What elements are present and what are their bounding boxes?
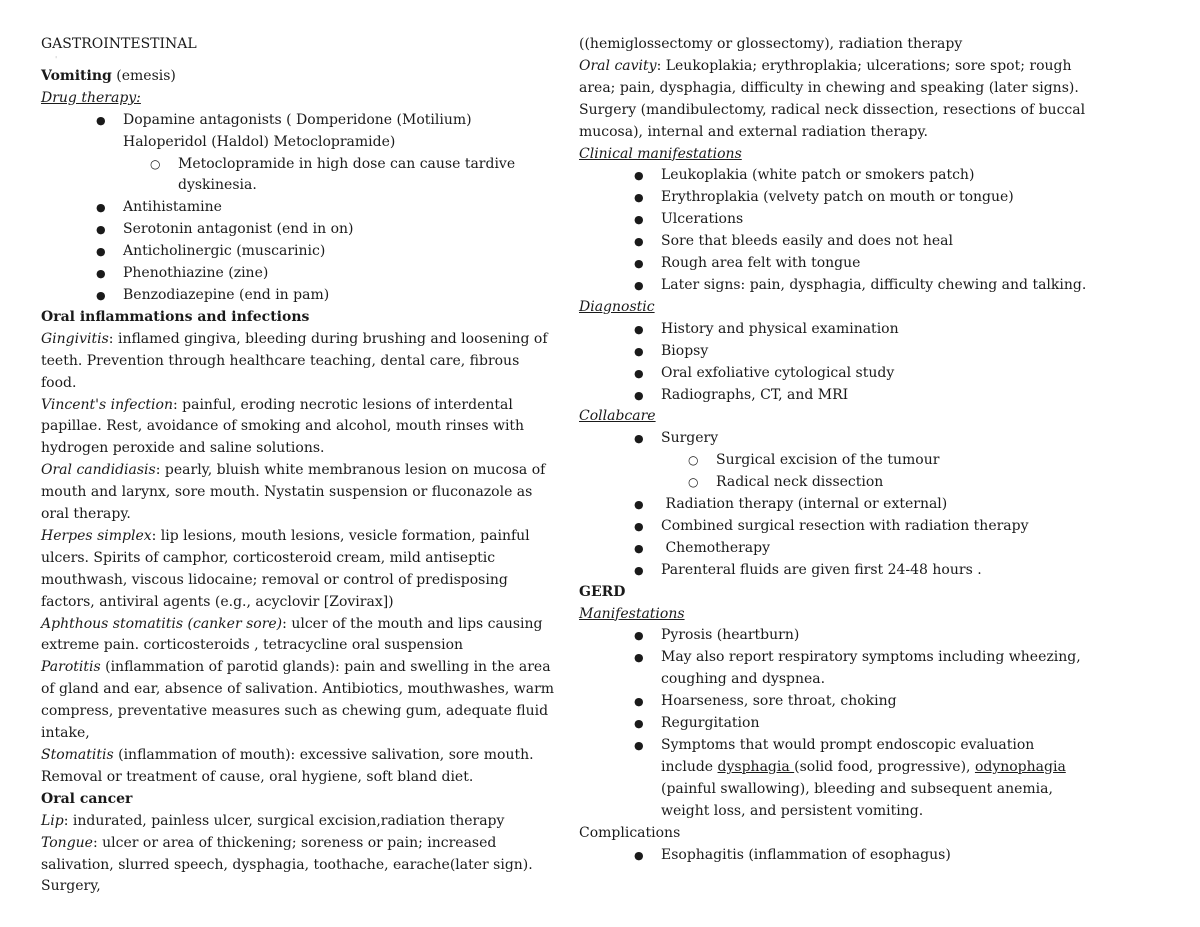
collabcare-sublist [579, 450, 1089, 494]
left-column [41, 34, 556, 898]
herpes-entry: Herpes simplex: lip lesions, mouth lesions, vesicle formation, painful ulcers. Spirits of camphor, corticosteroid cream, mild antiseptic mouthwash, viscous lidocaine; removal or control of predisposing factors, antiviral agents (e.g., acyclovir [Zovirax]) [41, 527, 530, 610]
vincents-entry: Vincent's infection: painful, eroding necrotic lesions of interdental papillae. Rest, avoidance of smoking and alcohol, mouth rinses with hydrogen peroxide and saline solutions. [41, 396, 525, 457]
drug-therapy-list [41, 110, 556, 307]
list-item: ● Erythroplakia (velvety patch on mouth or tongue) [579, 187, 1089, 209]
gerd-manifestations-list [579, 625, 1089, 822]
vomiting-title: Vomiting [41, 67, 112, 84]
diagnostic-label: Diagnostic [579, 298, 655, 315]
collabcare-label: Collabcare [579, 408, 656, 425]
list-item: ● Symptoms that would prompt endoscopic evaluation include dysphagia (solid food, progressive), odynophagia (painful swallowing), bleeding and subsequent anemia, weight loss, and persistent vomiting. [579, 735, 1089, 823]
list-item: ○ Metoclopramide in high dose can cause tardive dyskinesia. [41, 154, 556, 198]
oral-cancer-heading: Oral cancer [41, 790, 133, 807]
list-item: ● Serotonin antagonist (end in on) [41, 219, 556, 241]
list-item: ● Combined surgical resection with radiation therapy [579, 516, 1089, 538]
dysphagia-term: dysphagia [717, 758, 795, 775]
drug-therapy-sublist [41, 154, 556, 198]
odynophagia-term: odynophagia [974, 758, 1066, 775]
list-item: ● Sore that bleeds easily and does not heal [579, 231, 1089, 253]
drug-therapy-label: Drug therapy: [41, 89, 141, 106]
list-item: ● Regurgitation [579, 713, 1089, 735]
stray-mark: ' [55, 54, 58, 64]
aphthous-entry: Aphthous stomatitis (canker sore): ulcer of the mouth and lips causing extreme pain. corticosteroids , tetracycline oral suspension [41, 615, 543, 654]
tongue-entry: Tongue: ulcer or area of thickening; soreness or pain; increased salivation, slurred speech, dysphagia, toothache, earache(later sign). Surgery, [41, 834, 533, 895]
tongue-entry-continued: ((hemiglossectomy or glossectomy), radiation therapy [579, 36, 963, 52]
list-item: ● Anticholinergic (muscarinic) [41, 241, 556, 263]
list-item: ● Radiation therapy (internal or external) [579, 494, 1089, 516]
vomiting-title-suffix: (emesis) [111, 67, 176, 84]
complications-label: Complications [579, 824, 681, 841]
list-item: ● History and physical examination [579, 319, 1089, 341]
manifestations-label: Manifestations [579, 605, 685, 622]
list-item: ● Parenteral fluids are given first 24-48 hours . [579, 560, 1089, 582]
vomiting-heading [41, 66, 556, 88]
gingivitis-entry: Gingivitis: inflamed gingiva, bleeding during brushing and loosening of teeth. Prevention through healthcare teaching, dental care, fibrous food. [41, 330, 548, 391]
list-item: ● Leukoplakia (white patch or smokers patch) [579, 165, 1089, 187]
list-item: ● Pyrosis (heartburn) [579, 625, 1089, 647]
page-title: GASTROINTESTINAL [41, 36, 197, 52]
list-item: ○ Radical neck dissection [579, 472, 1089, 494]
list-item: ○ Surgical excision of the tumour [579, 450, 1089, 472]
oral-inflammations-heading: Oral inflammations and infections [41, 308, 310, 325]
parotitis-entry: Parotitis (inflammation of parotid glands): pain and swelling in the area of gland and ear, absence of salivation. Antibiotics, mouthwashes, warm compress, preventative measures such as chewing gum, adequate fluid intake, [41, 659, 555, 742]
list-item: ● Oral exfoliative cytological study [579, 363, 1089, 385]
list-item: ● Benzodiazepine (end in pam) [41, 285, 556, 307]
list-item: ● Biopsy [579, 341, 1089, 363]
list-item: ● Hoarseness, sore throat, choking [579, 691, 1089, 713]
list-item: ● Ulcerations [579, 209, 1089, 231]
list-item: ● Chemotherapy [579, 538, 1089, 560]
list-item: ● Phenothiazine (zine) [41, 263, 556, 285]
list-item: ● Esophagitis (inflammation of esophagus) [579, 845, 1089, 867]
candidiasis-entry: Oral candidiasis: pearly, bluish white membranous lesion on mucosa of mouth and larynx, sore mouth. Nystatin suspension or fluconazole as oral therapy. [41, 462, 546, 523]
right-column [579, 34, 1089, 866]
list-item: ● May also report respiratory symptoms including wheezing, coughing and dyspnea. [579, 647, 1089, 691]
list-item: ● Rough area felt with tongue [579, 253, 1089, 275]
complications-list [579, 845, 1089, 867]
clinical-manifestations-label: Clinical manifestations [579, 145, 742, 162]
list-item: ● Surgery ○ Surgical excision of the tumour ○ Radical neck dissection [579, 428, 1089, 494]
collabcare-list [579, 428, 1089, 581]
list-item: ● Later signs: pain, dysphagia, difficulty chewing and talking. [579, 275, 1089, 297]
lip-entry: Lip: indurated, painless ulcer, surgical excision,radiation therapy [41, 812, 505, 829]
gerd-heading: GERD [579, 583, 626, 600]
oral-cavity-entry: Oral cavity: Leukoplakia; erythroplakia; ulcerations; sore spot; rough area; pain, dysphagia, difficulty in chewing and speaking (later signs). Surgery (mandibulectomy, radical neck dissection, resections of buccal mucosa), internal and external radiation therapy. [579, 57, 1086, 140]
list-item: ● Dopamine antagonists ( Domperidone (Motilium) Haloperidol (Haldol) Metoclopramide) ○ Metoclopramide in high dose can cause tardive dyskinesia. [41, 110, 556, 198]
diagnostic-list [579, 319, 1089, 407]
list-item: ● Antihistamine [41, 197, 556, 219]
clinical-manifestations-list [579, 165, 1089, 296]
stomatitis-entry: Stomatitis (inflammation of mouth): excessive salivation, sore mouth. Removal or treatment of cause, oral hygiene, soft bland diet. [41, 747, 534, 785]
list-item: ● Radiographs, CT, and MRI [579, 385, 1089, 407]
